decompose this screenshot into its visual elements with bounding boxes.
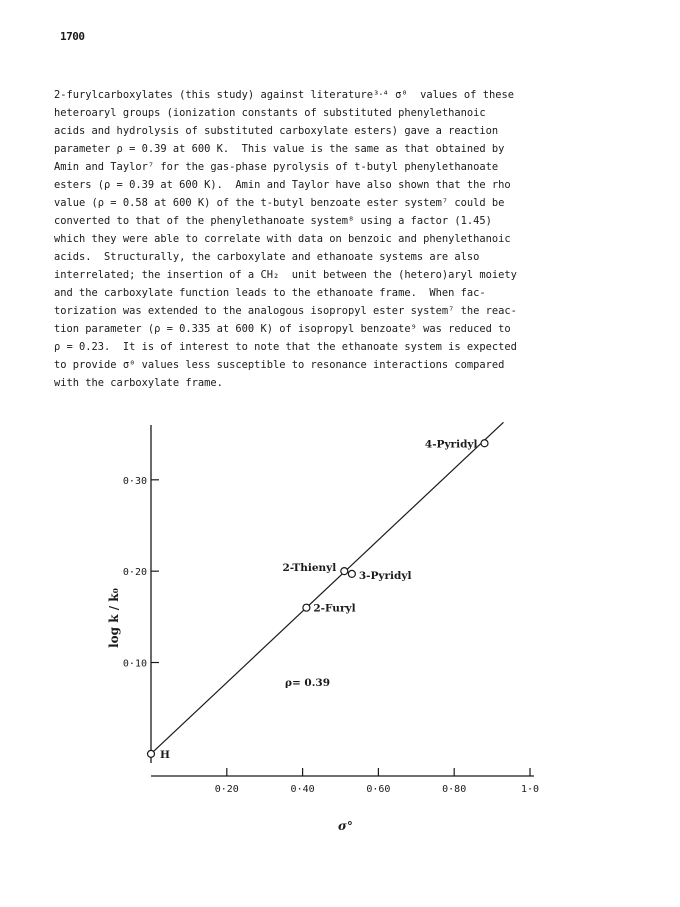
point-label-4-pyridyl: 4-Pyridyl xyxy=(424,438,478,451)
x-axis-title: σ° xyxy=(338,819,353,833)
correlation-chart xyxy=(0,400,680,840)
x-tick-label: 0·40 xyxy=(290,784,315,795)
paragraph-line: acids. Structurally, the carboxylate and ethanoate systems are also xyxy=(54,251,480,263)
paragraph-line: interrelated; the insertion of a CH₂ unit between the (hetero)aryl moiety xyxy=(54,269,517,281)
paragraph-line: tion parameter (ρ = 0.335 at 600 K) of isopropyl benzoate⁹ was reduced to xyxy=(54,323,511,335)
y-tick-label: 0·20 xyxy=(122,567,147,579)
paragraph-line: ρ = 0.23. It is of interest to note that the ethanoate system is expected xyxy=(54,341,517,353)
x-tick-label: 1·0 xyxy=(520,784,540,795)
data-point-2-thienyl xyxy=(341,568,348,575)
x-tick-label: 0·20 xyxy=(214,784,239,795)
paragraph-line: Amin and Taylor⁷ for the gas-phase pyrolysis of t-butyl phenylethanoate xyxy=(54,161,499,173)
paragraph-line: converted to that of the phenylethanoate system⁸ using a factor (1.45) xyxy=(54,215,492,227)
point-label-2-furyl: 2-Furyl xyxy=(313,602,356,615)
paragraph-line: parameter ρ = 0.39 at 600 K. This value is the same as that obtained by xyxy=(54,143,505,155)
page-number: 1700 xyxy=(60,30,85,43)
paragraph-line: and the carboxylate function leads to the ethanoate frame. When fac- xyxy=(54,287,486,299)
y-tick-label: 0·30 xyxy=(122,475,147,487)
paragraph-line: heteroaryl groups (ionization constants of substituted phenylethanoic xyxy=(54,107,486,119)
point-label-h: H xyxy=(160,748,170,761)
paragraph-line: value (ρ = 0.58 at 600 K) of the t-butyl benzoate ester system⁷ could be xyxy=(54,197,505,209)
paragraph-line: torization was extended to the analogous isopropyl ester system⁷ the reac- xyxy=(54,305,517,317)
x-tick-label: 0·80 xyxy=(442,784,467,795)
y-axis-title: log k / k₀ xyxy=(107,588,121,648)
data-point-3-pyridyl xyxy=(348,570,355,577)
data-point-h xyxy=(148,750,155,757)
x-tick-label: 0·60 xyxy=(366,784,391,795)
data-point-2-furyl xyxy=(303,604,310,611)
data-points-group xyxy=(148,438,489,761)
paragraph-line: acids and hydrolysis of substituted carboxylate esters) gave a reaction xyxy=(54,125,499,137)
y-tick-label: 0·10 xyxy=(122,658,147,670)
point-label-2-thienyl: 2-Thienyl xyxy=(282,562,337,575)
body-paragraph xyxy=(54,86,614,392)
regression-line-group xyxy=(151,422,503,754)
regression-line xyxy=(151,422,503,754)
paragraph-line: to provide σ⁰ values less susceptible to resonance interactions compared xyxy=(54,359,505,371)
paragraph-line: with the carboxylate frame. xyxy=(54,377,223,389)
paragraph-line: which they were able to correlate with data on benzoic and phenylethanoic xyxy=(54,233,511,245)
rho-annotation: ρ= 0.39 xyxy=(285,677,331,689)
paragraph-line: 2-furylcarboxylates (this study) against literature³‧⁴ σ⁰ values of these xyxy=(54,89,514,101)
data-point-4-pyridyl xyxy=(481,440,488,447)
paragraph-line: esters (ρ = 0.39 at 600 K). Amin and Taylor have also shown that the rho xyxy=(54,179,511,191)
point-label-3-pyridyl: 3-Pyridyl xyxy=(358,569,412,582)
